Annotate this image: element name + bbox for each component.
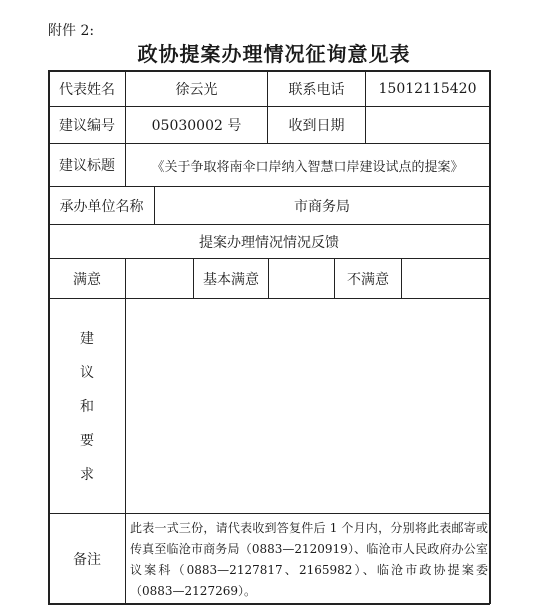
phone-label: 联系电话	[288, 81, 345, 98]
advice-char: 建	[80, 331, 94, 347]
basic-satisfied-checkbox[interactable]	[269, 259, 334, 298]
unsatisfied-label: 不满意	[347, 271, 389, 288]
advice-char: 和	[80, 399, 94, 415]
received-date-label: 收到日期	[288, 118, 345, 134]
suggestion-no-value: 05030002 号	[151, 118, 242, 134]
suggestion-title-value: 《关于争取将南伞口岸纳入智慧口岸建设试点的提案》	[151, 159, 464, 175]
form-title: 政协提案办理情况征询意见表	[137, 42, 411, 66]
suggestion-no-label: 建议编号	[59, 118, 115, 134]
advice-char: 求	[80, 467, 94, 483]
rep-name-value: 徐云光	[175, 81, 218, 98]
attachment-label: 附件 2:	[48, 23, 95, 39]
advice-char: 要	[80, 433, 94, 449]
unsatisfied-checkbox[interactable]	[402, 259, 489, 298]
suggestion-title-label: 建议标题	[59, 158, 115, 174]
handler-label: 承办单位名称	[59, 198, 144, 215]
received-date-value	[366, 107, 489, 143]
satisfied-checkbox[interactable]	[126, 259, 193, 298]
feedback-header: 提案办理情况情况反馈	[199, 234, 339, 251]
rep-name-label: 代表姓名	[59, 81, 115, 98]
remarks-text: 此表一式三份，请代表收到答复件后 1 个月内，分别将此表邮寄或传真至临沧市商务局（0883—2120919）、临沧市人民政府办公室议案科（0883—2127817、2165982）、临沧市政协提案委（0883—2127269）。	[130, 521, 488, 598]
remarks-label: 备注	[73, 551, 101, 568]
phone-value: 15012115420	[378, 80, 477, 97]
advice-input-area[interactable]	[126, 299, 489, 513]
advice-char: 议	[80, 365, 94, 381]
advice-label	[49, 299, 125, 513]
basic-satisfied-label: 基本满意	[203, 271, 259, 288]
satisfied-label: 满意	[73, 271, 101, 288]
handler-value: 市商务局	[294, 198, 350, 215]
